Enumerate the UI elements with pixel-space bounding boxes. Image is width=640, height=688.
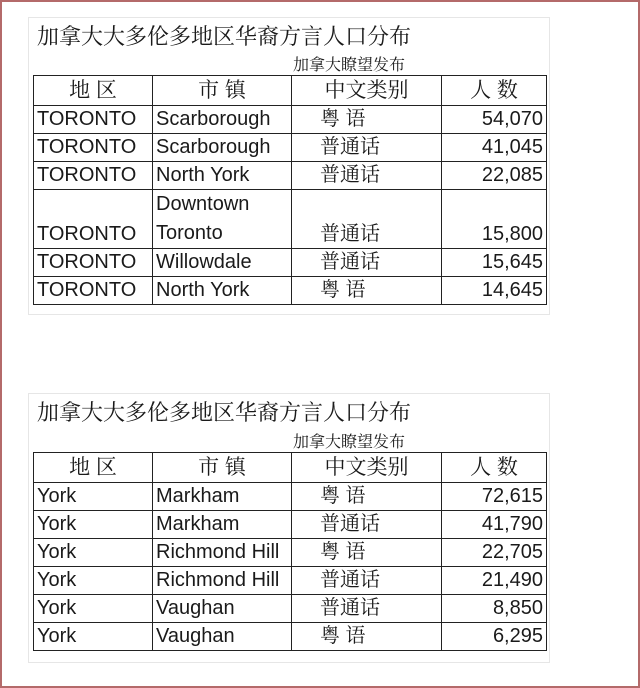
table-panel-toronto (28, 17, 550, 315)
header-language: 中文类别 (292, 453, 442, 483)
cell-town: Markham (153, 483, 292, 511)
cell-region: York (34, 623, 153, 651)
cell-town: Willowdale (153, 249, 292, 277)
table-row (34, 277, 547, 305)
cell-language: 粤 语 (292, 623, 442, 651)
cell-language: 普通话 (292, 162, 442, 190)
table-row (34, 623, 547, 651)
table-row (34, 483, 547, 511)
cell-town: Vaughan (153, 623, 292, 651)
table-title: 加拿大大多伦多地区华裔方言人口分布 (37, 24, 412, 49)
cell-language: 普通话 (292, 595, 442, 623)
cell-town: Scarborough (153, 106, 292, 134)
cell-count: 72,615 (442, 483, 547, 511)
header-region: 地 区 (34, 453, 153, 483)
cell-town: North York (153, 277, 292, 305)
cell-town: Scarborough (153, 134, 292, 162)
cell-town: Markham (153, 511, 292, 539)
header-town: 市 镇 (153, 453, 292, 483)
cell-language: 普通话 (292, 134, 442, 162)
cell-region: TORONTO (34, 190, 153, 249)
cell-count: 22,085 (442, 162, 547, 190)
header-region: 地 区 (34, 76, 153, 106)
header-row (34, 76, 547, 106)
cell-region: TORONTO (34, 106, 153, 134)
table-row (34, 162, 547, 190)
cell-town: Richmond Hill (153, 539, 292, 567)
cell-count: 6,295 (442, 623, 547, 651)
header-town: 市 镇 (153, 76, 292, 106)
cell-town: Vaughan (153, 595, 292, 623)
cell-town: Richmond Hill (153, 567, 292, 595)
cell-region: TORONTO (34, 249, 153, 277)
cell-count: 41,790 (442, 511, 547, 539)
table-row (34, 539, 547, 567)
table-row (34, 595, 547, 623)
cell-region: York (34, 595, 153, 623)
population-table (33, 75, 547, 305)
cell-region: York (34, 567, 153, 595)
cell-count: 8,850 (442, 595, 547, 623)
table-row (34, 249, 547, 277)
table-row (34, 106, 547, 134)
cell-count: 22,705 (442, 539, 547, 567)
cell-language: 粤 语 (292, 539, 442, 567)
cell-region: York (34, 511, 153, 539)
table-source: 加拿大瞭望发布 (293, 434, 406, 451)
table-row (34, 511, 547, 539)
table-source: 加拿大瞭望发布 (293, 57, 406, 74)
header-row (34, 453, 547, 483)
cell-count: 15,800 (442, 190, 547, 249)
table-row (34, 190, 547, 249)
cell-region: TORONTO (34, 162, 153, 190)
population-table (33, 452, 547, 651)
cell-count: 21,490 (442, 567, 547, 595)
header-language: 中文类别 (292, 76, 442, 106)
table-row (34, 567, 547, 595)
cell-region: TORONTO (34, 277, 153, 305)
header-count: 人 数 (442, 453, 547, 483)
cell-count: 41,045 (442, 134, 547, 162)
cell-language: 粤 语 (292, 483, 442, 511)
cell-language: 普通话 (292, 190, 442, 249)
cell-language: 普通话 (292, 567, 442, 595)
cell-count: 14,645 (442, 277, 547, 305)
table-panel-york (28, 393, 550, 663)
table-title: 加拿大大多伦多地区华裔方言人口分布 (37, 400, 412, 425)
cell-town: Downtown Toronto (153, 190, 292, 249)
header-count: 人 数 (442, 76, 547, 106)
cell-region: York (34, 483, 153, 511)
cell-town: North York (153, 162, 292, 190)
cell-region: York (34, 539, 153, 567)
cell-count: 54,070 (442, 106, 547, 134)
cell-language: 普通话 (292, 249, 442, 277)
cell-language: 普通话 (292, 511, 442, 539)
cell-language: 粤 语 (292, 277, 442, 305)
cell-count: 15,645 (442, 249, 547, 277)
cell-region: TORONTO (34, 134, 153, 162)
table-row (34, 134, 547, 162)
cell-language: 粤 语 (292, 106, 442, 134)
